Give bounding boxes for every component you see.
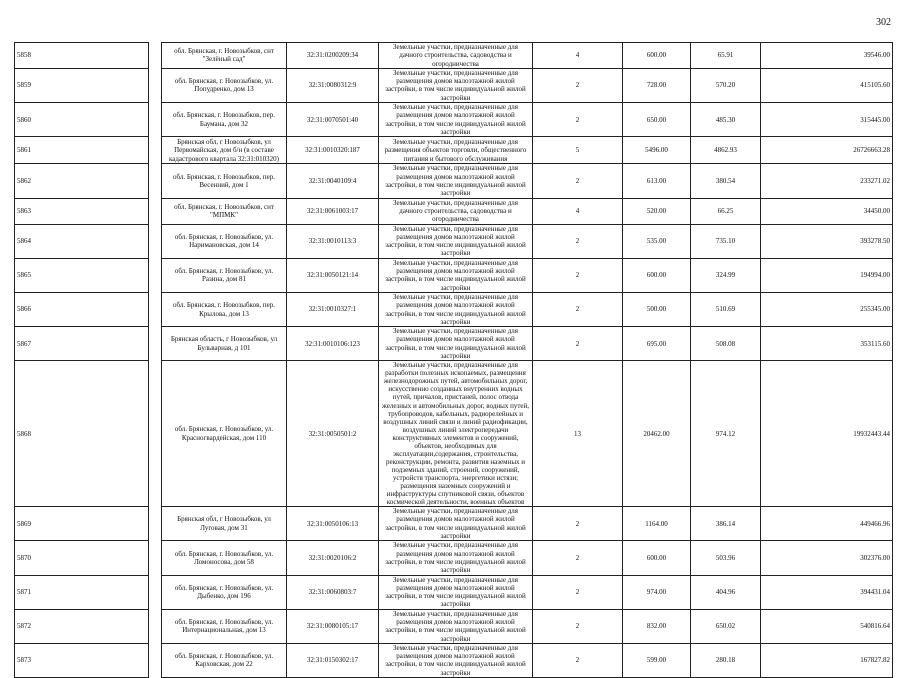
table-row	[15, 43, 893, 69]
area-cell: 600.00	[623, 258, 691, 292]
cadastral-number-cell: 32:31:0010327:1	[287, 292, 379, 326]
address-cell: обл. Брянская, г. Новозыбков, пер. Весенний, дом 1	[162, 164, 287, 198]
group-number-cell: 2	[533, 327, 623, 361]
address-cell: обл. Брянская, г. Новозыбков, ул. Интернациональная, дом 13	[162, 609, 287, 643]
cadastral-number-cell: 32:31:0080312:9	[287, 68, 379, 102]
specific-value-cell: 974.12	[691, 361, 761, 507]
area-cell: 20462.00	[623, 361, 691, 507]
row-number: 5871	[15, 575, 149, 609]
specific-value-cell: 280.18	[691, 643, 761, 677]
cadastral-value-cell: 315445.00	[761, 103, 893, 137]
cadastral-number-cell: 32:31:0061003:17	[287, 198, 379, 224]
row-number: 5863	[15, 198, 149, 224]
cadastral-value-cell: 302376.00	[761, 541, 893, 575]
row-number: 5869	[15, 507, 149, 541]
address-cell: обл. Брянская, г. Новозыбков, ул. Красногвардейская, дом 110	[162, 361, 287, 507]
table-row	[15, 609, 893, 643]
cadastral-value-cell: 26726663.28	[761, 137, 893, 164]
cadastral-value-cell: 39546.00	[761, 43, 893, 69]
land-use-cell: Земельные участки, предназначенные для размещения домов малоэтажной жилой застройки, в том числе индивидуальной жилой застройки	[379, 224, 533, 258]
group-number-cell: 2	[533, 541, 623, 575]
cadastral-value-cell: 34450.00	[761, 198, 893, 224]
cadastral-number-cell: 32:31:0070501:40	[287, 103, 379, 137]
group-number-cell: 2	[533, 103, 623, 137]
row-number: 5864	[15, 224, 149, 258]
area-cell: 1164.00	[623, 507, 691, 541]
address-cell: Брянская обл, г Новозыбков, ул Луговая, дом 31	[162, 507, 287, 541]
column-gap	[149, 292, 162, 326]
land-use-cell: Земельные участки, предназначенные для размещения домов малоэтажной жилой застройки, в том числе индивидуальной жилой застройки	[379, 327, 533, 361]
cadastral-number-cell: 32:31:0010320:187	[287, 137, 379, 164]
cadastral-number-cell: 32:31:0150302:17	[287, 643, 379, 677]
group-number-cell: 2	[533, 292, 623, 326]
specific-value-cell: 65.91	[691, 43, 761, 69]
specific-value-cell: 324.99	[691, 258, 761, 292]
column-gap	[149, 507, 162, 541]
cadastral-value-cell: 415105.60	[761, 68, 893, 102]
land-use-cell: Земельные участки, предназначенные для размещения домов малоэтажной жилой застройки, в том числе индивидуальной жилой застройки	[379, 575, 533, 609]
area-cell: 650.00	[623, 103, 691, 137]
address-cell: обл. Брянская, г. Новозыбков, ул. Попудренко, дом 13	[162, 68, 287, 102]
area-cell: 600.00	[623, 541, 691, 575]
cadastral-number-cell: 32:31:0020106:2	[287, 541, 379, 575]
area-cell: 695.00	[623, 327, 691, 361]
area-cell: 613.00	[623, 164, 691, 198]
area-cell: 974.00	[623, 575, 691, 609]
table-row	[15, 575, 893, 609]
row-number: 5858	[15, 43, 149, 69]
land-use-cell: Земельные участки, предназначенные для дачного строительства, садоводства и огородничества	[379, 43, 533, 69]
land-use-cell: Земельные участки, предназначенные для размещения объектов торговли, общественного питания и бытового обслуживания	[379, 137, 533, 164]
area-cell: 500.00	[623, 292, 691, 326]
specific-value-cell: 404.96	[691, 575, 761, 609]
column-gap	[149, 43, 162, 69]
area-cell: 535.00	[623, 224, 691, 258]
cadastral-number-cell: 32:31:0080105:17	[287, 609, 379, 643]
row-number: 5865	[15, 258, 149, 292]
land-use-cell: Земельные участки, предназначенные для размещения домов малоэтажной жилой застройки, в том числе индивидуальной жилой застройки	[379, 541, 533, 575]
column-gap	[149, 258, 162, 292]
group-number-cell: 4	[533, 198, 623, 224]
address-cell: обл. Брянская, г. Новозыбков, пер. Крылова, дом 13	[162, 292, 287, 326]
row-number: 5868	[15, 361, 149, 507]
row-number: 5872	[15, 609, 149, 643]
table-row	[15, 224, 893, 258]
row-number: 5860	[15, 103, 149, 137]
land-use-cell: Земельные участки, предназначенные для размещения домов малоэтажной жилой застройки, в том числе индивидуальной жилой застройки	[379, 258, 533, 292]
cadastral-number-cell: 32:31:0050121:14	[287, 258, 379, 292]
land-use-cell: Земельные участки, предназначенные для разработки полезных ископаемых, размещения железнодорожных путей, автомобильных дорог, искусственно созданных внутренних водных путей, причалов, пристаней, полос отвода железных и автомобильных дорог, водных путей, трубопроводов, кабельных, радиорелейных и воздушных линий связи и линий радиофикации, воздушных линий электропередачи конструктивных элементов и сооружений, объектов, необходимых для эксплуатации,содержания, строительства, реконструкции, ремонта, развития наземных и подземных зданий, строений, сооружений, устройств транспорта, энергетики истязи; размещения наземных сооружений и инфраструктуры спутниковой связи, объектов космической деятельности, военных объектов	[379, 361, 533, 507]
address-cell: обл. Брянская, г. Новозыбков, ул. Карховская, дом 22	[162, 643, 287, 677]
row-number: 5862	[15, 164, 149, 198]
table-row	[15, 541, 893, 575]
group-number-cell: 5	[533, 137, 623, 164]
land-use-cell: Земельные участки, предназначенные для размещения домов малоэтажной жилой застройки, в том числе индивидуальной жилой застройки	[379, 164, 533, 198]
row-number: 5870	[15, 541, 149, 575]
area-cell: 520.00	[623, 198, 691, 224]
table-row	[15, 103, 893, 137]
cadastral-value-cell: 393278.50	[761, 224, 893, 258]
table-row	[15, 198, 893, 224]
row-number: 5873	[15, 643, 149, 677]
address-cell: Брянская обл, г Новозыбков, ул Первомайская, дом б/н (в составе кадастрового квартала 32:31:010320)	[162, 137, 287, 164]
column-gap	[149, 643, 162, 677]
table-row	[15, 361, 893, 507]
table-row	[15, 507, 893, 541]
group-number-cell: 2	[533, 575, 623, 609]
specific-value-cell: 735.10	[691, 224, 761, 258]
column-gap	[149, 164, 162, 198]
cadastral-number-cell: 32:31:0060803:7	[287, 575, 379, 609]
cadastral-value-cell: 449466.96	[761, 507, 893, 541]
specific-value-cell: 66.25	[691, 198, 761, 224]
column-gap	[149, 198, 162, 224]
table-row	[15, 292, 893, 326]
address-cell: обл. Брянская, г. Новозыбков, ул. Дыбенко, дом 196	[162, 575, 287, 609]
cadastral-number-cell: 32:31:0040109:4	[287, 164, 379, 198]
land-use-cell: Земельные участки, предназначенные для размещения домов малоэтажной жилой застройки, в том числе индивидуальной жилой застройки	[379, 68, 533, 102]
table-row	[15, 137, 893, 164]
specific-value-cell: 4862.93	[691, 137, 761, 164]
column-gap	[149, 224, 162, 258]
group-number-cell: 2	[533, 164, 623, 198]
specific-value-cell: 510.69	[691, 292, 761, 326]
cadastral-value-cell: 353115.60	[761, 327, 893, 361]
address-cell: Брянская область, г Новозыбков, ул Бульварная, д 101	[162, 327, 287, 361]
cadastral-value-cell: 167827.82	[761, 643, 893, 677]
land-use-cell: Земельные участки, предназначенные для размещения домов малоэтажной жилой застройки, в том числе индивидуальной жилой застройки	[379, 643, 533, 677]
column-gap	[149, 609, 162, 643]
area-cell: 599.00	[623, 643, 691, 677]
cadastral-value-cell: 233271.02	[761, 164, 893, 198]
cadastral-value-cell: 540816.64	[761, 609, 893, 643]
land-use-cell: Земельные участки, предназначенные для размещения домов малоэтажной жилой застройки, в том числе индивидуальной жилой застройки	[379, 507, 533, 541]
specific-value-cell: 650.02	[691, 609, 761, 643]
column-gap	[149, 575, 162, 609]
address-cell: обл. Брянская, г. Новозыбков, ул. Разина, дом 81	[162, 258, 287, 292]
group-number-cell: 2	[533, 643, 623, 677]
row-number: 5866	[15, 292, 149, 326]
column-gap	[149, 103, 162, 137]
area-cell: 832.00	[623, 609, 691, 643]
address-cell: обл. Брянская, г. Новозыбков, ул. Наримановская, дом 14	[162, 224, 287, 258]
land-use-cell: Земельные участки, предназначенные для размещения домов малоэтажной жилой застройки, в том числе индивидуальной жилой застройки	[379, 103, 533, 137]
row-number: 5861	[15, 137, 149, 164]
group-number-cell: 4	[533, 43, 623, 69]
address-cell: обл. Брянская, г. Новозыбков, ул. Ломоносова, дом 58	[162, 541, 287, 575]
cadastral-number-cell: 32:31:0010106:123	[287, 327, 379, 361]
cadastral-number-cell: 32:31:0200209:34	[287, 43, 379, 69]
table-row	[15, 164, 893, 198]
column-gap	[149, 68, 162, 102]
group-number-cell: 13	[533, 361, 623, 507]
row-number: 5867	[15, 327, 149, 361]
address-cell: обл. Брянская, г. Новозыбков, снт "Зелёный сад"	[162, 43, 287, 69]
row-number: 5859	[15, 68, 149, 102]
group-number-cell: 2	[533, 224, 623, 258]
land-use-cell: Земельные участки, предназначенные для дачного строительства, садоводства и огородничества	[379, 198, 533, 224]
cadastral-value-cell: 255345.00	[761, 292, 893, 326]
address-cell: обл. Брянская, г. Новозыбков, пер. Баумана, дом 32	[162, 103, 287, 137]
column-gap	[149, 137, 162, 164]
area-cell: 728.00	[623, 68, 691, 102]
cadastral-number-cell: 32:31:0050501:2	[287, 361, 379, 507]
page-number: 302	[876, 17, 891, 28]
cadastral-value-cell: 394431.04	[761, 575, 893, 609]
table-row	[15, 258, 893, 292]
table-row	[15, 68, 893, 102]
column-gap	[149, 541, 162, 575]
cadastral-value-cell: 19932443.44	[761, 361, 893, 507]
specific-value-cell: 386.14	[691, 507, 761, 541]
group-number-cell: 2	[533, 609, 623, 643]
column-gap	[149, 327, 162, 361]
specific-value-cell: 570.20	[691, 68, 761, 102]
land-use-cell: Земельные участки, предназначенные для размещения домов малоэтажной жилой застройки, в том числе индивидуальной жилой застройки	[379, 292, 533, 326]
table-row	[15, 643, 893, 677]
group-number-cell: 2	[533, 507, 623, 541]
land-registry-table	[14, 42, 893, 678]
specific-value-cell: 485.30	[691, 103, 761, 137]
area-cell: 5496.00	[623, 137, 691, 164]
specific-value-cell: 380.54	[691, 164, 761, 198]
specific-value-cell: 508.08	[691, 327, 761, 361]
area-cell: 600.00	[623, 43, 691, 69]
group-number-cell: 2	[533, 258, 623, 292]
column-gap	[149, 361, 162, 507]
group-number-cell: 2	[533, 68, 623, 102]
registry-body	[15, 43, 893, 678]
specific-value-cell: 503.96	[691, 541, 761, 575]
address-cell: обл. Брянская, г. Новозыбков, снт "МПМК"	[162, 198, 287, 224]
land-use-cell: Земельные участки, предназначенные для размещения домов малоэтажной жилой застройки, в том числе индивидуальной жилой застройки	[379, 609, 533, 643]
cadastral-value-cell: 194994.00	[761, 258, 893, 292]
cadastral-number-cell: 32:31:0050106:13	[287, 507, 379, 541]
table-row	[15, 327, 893, 361]
cadastral-number-cell: 32:31:0010113:3	[287, 224, 379, 258]
